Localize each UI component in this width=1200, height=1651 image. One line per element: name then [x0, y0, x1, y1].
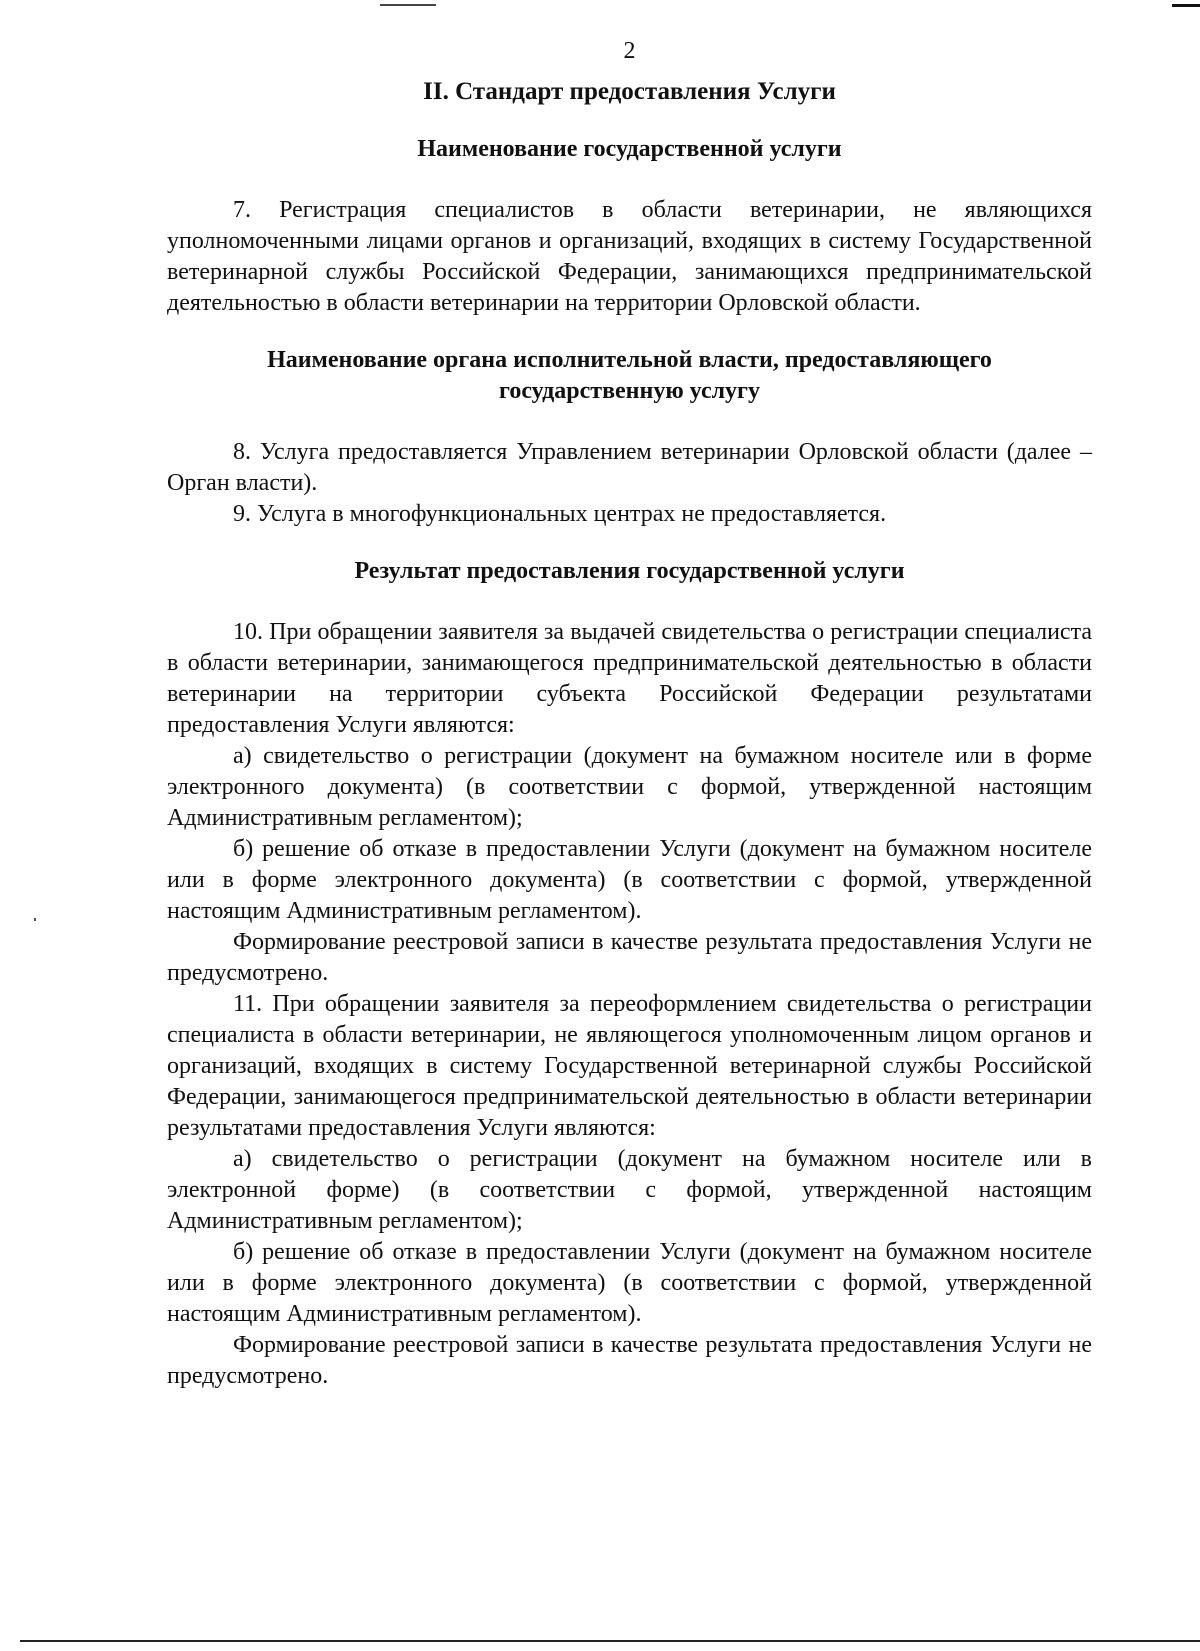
paragraph-10c: Формирование реестровой записи в качестве результата предоставления Услуги не предусмотрено.: [167, 929, 1092, 986]
heading-authority-line2: государственную услугу: [499, 378, 760, 404]
scan-artifact-bottom: [20, 1640, 1200, 1642]
paragraph-10a: а) свидетельство о регистрации (документ на бумажном носителе или в форме электронного документа) (в соответствии с формой, утвержденной настоящим Административным регламентом);: [167, 743, 1092, 831]
paragraph-10b: б) решение об отказе в предоставлении Услуги (документ на бумажном носителе или в форме электронного документа) (в соответствии с формой, утвержденной настоящим Административным регламентом).: [167, 836, 1092, 924]
scan-artifact-dot: [34, 918, 36, 921]
page-number: 2: [623, 38, 636, 64]
paragraph-11c: Формирование реестровой записи в качестве результата предоставления Услуги не предусмотрено.: [167, 1332, 1092, 1389]
scan-artifact-top: [380, 4, 436, 6]
paragraph-7: 7. Регистрация специалистов в области ветеринарии, не являющихся уполномоченными лицами органов и организаций, входящих в систему Государственной ветеринарной службы Российской Федерации, занимающихся предпринимательской деятельностью в области ветеринарии на территории Орловской области.: [167, 197, 1092, 316]
section-title: II. Стандарт предоставления Услуги: [423, 78, 836, 105]
paragraph-9: 9. Услуга в многофункциональных центрах не предоставляется.: [233, 501, 887, 527]
paragraph-11a: а) свидетельство о регистрации (документ на бумажном носителе или в электронной форме) (в соответствии с формой, утвержденной настоящим Административным регламентом);: [167, 1146, 1092, 1234]
paragraph-10: 10. При обращении заявителя за выдачей свидетельства о регистрации специалиста в области ветеринарии, занимающегося предпринимательской деятельностью в области ветеринарии на территории субъекта Российской Федерации результатами предоставления Услуги являются:: [167, 619, 1092, 738]
heading-authority-line1: Наименование органа исполнительной власти, предоставляющего: [267, 347, 992, 373]
document-page: [167, 36, 1092, 1392]
heading-service-name: Наименование государственной услуги: [417, 136, 842, 162]
heading-authority: [167, 345, 1092, 407]
scan-artifact-right: [1172, 4, 1200, 7]
heading-result: Результат предоставления государственной услуги: [354, 558, 905, 584]
paragraph-11: 11. При обращении заявителя за переоформлением свидетельства о регистрации специалиста в области ветеринарии, не являющегося уполномоченным лицом органов и организаций, входящих в систему Государственной ветеринарной службы Российской Федерации, занимающегося предпринимательской деятельностью в области ветеринарии результатами предоставления Услуги являются:: [167, 991, 1092, 1141]
paragraph-8: 8. Услуга предоставляется Управлением ветеринарии Орловской области (далее – Орган власти).: [167, 439, 1092, 496]
paragraph-11b: б) решение об отказе в предоставлении Услуги (документ на бумажном носителе или в форме электронного документа) (в соответствии с формой, утвержденной настоящим Административным регламентом).: [167, 1239, 1092, 1327]
